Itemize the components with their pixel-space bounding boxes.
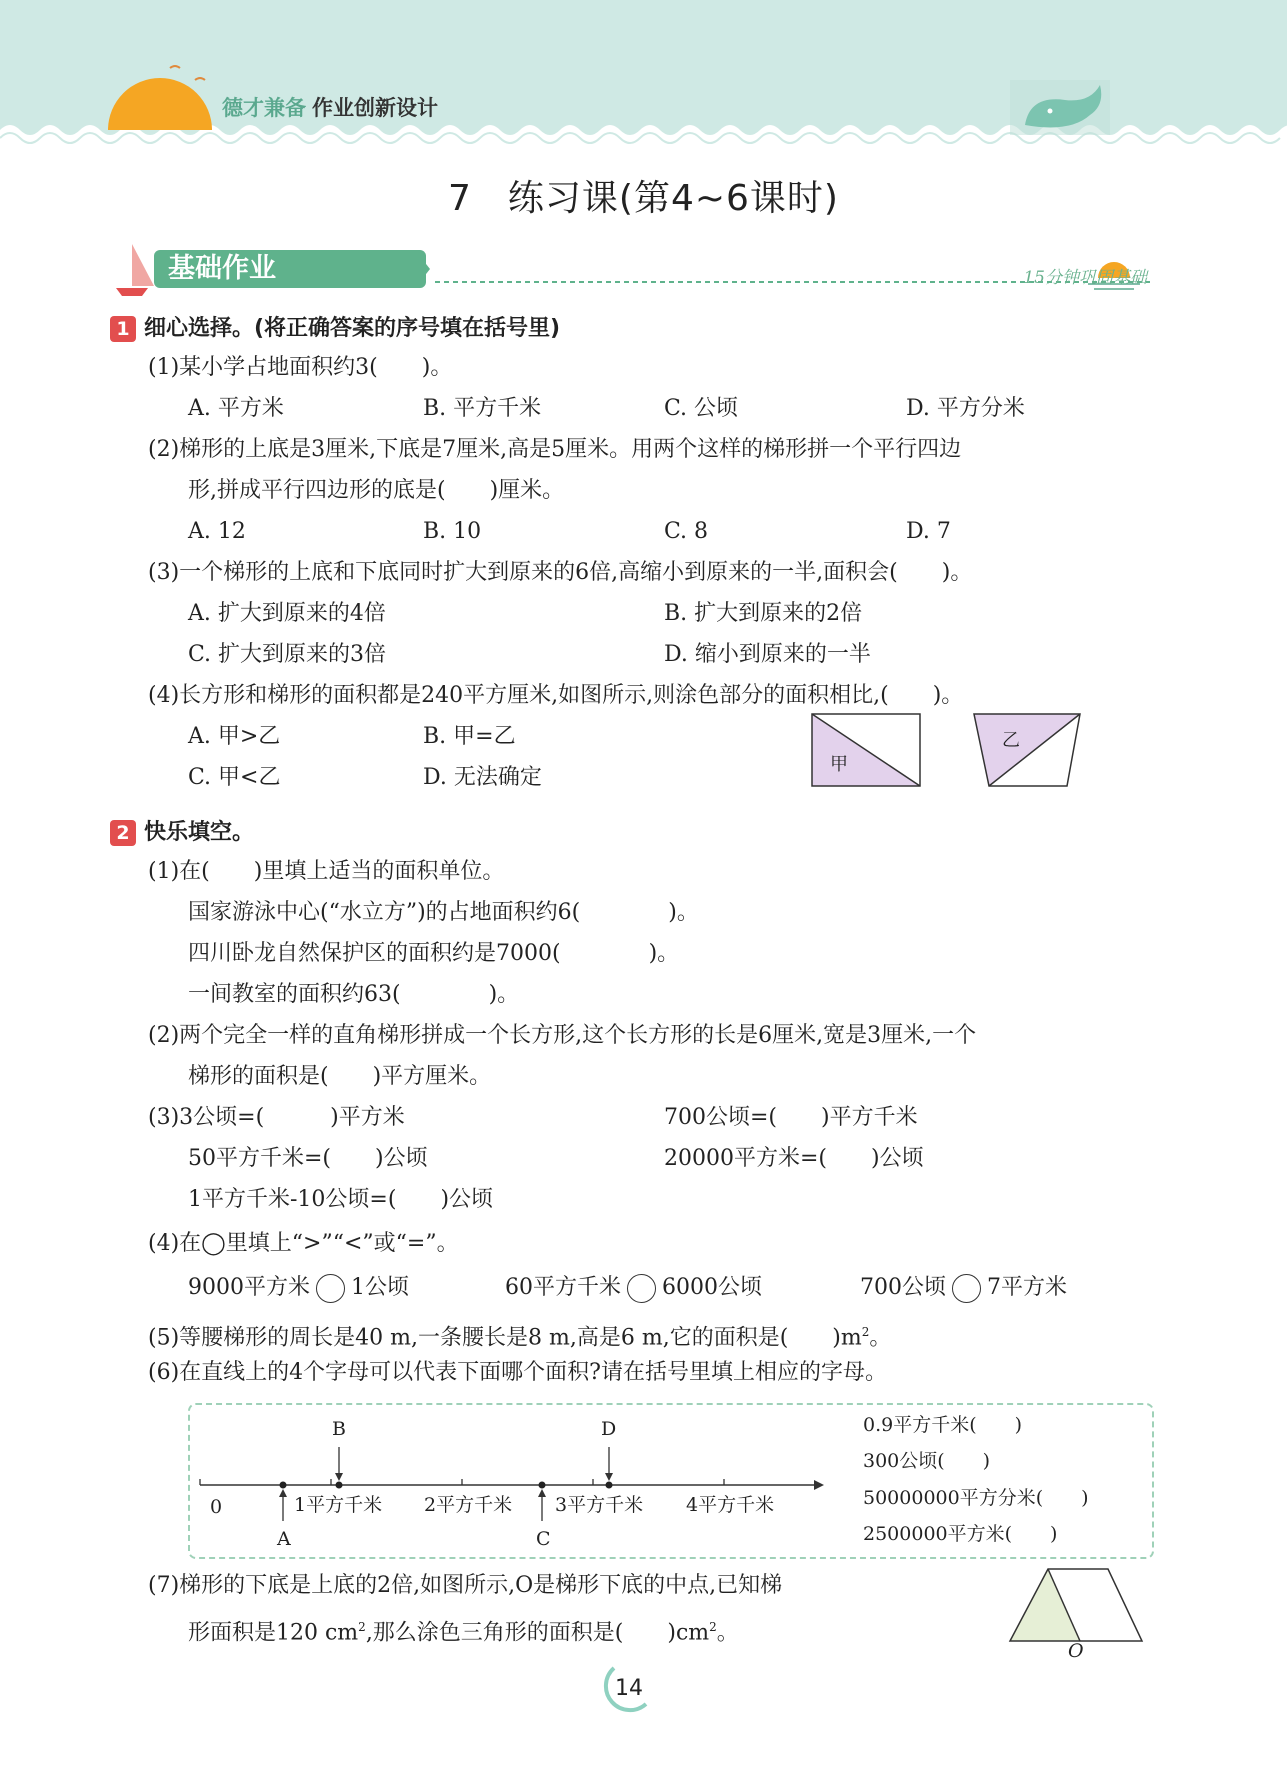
q1-p4-option-d: D. 无法确定: [423, 765, 542, 790]
q1-heading-text: 细心选择。(将正确答案的序号填在括号里): [144, 316, 561, 341]
q2-p1-line-2: 四川卧龙自然保护区的面积约是7000( )。: [188, 941, 680, 966]
q2-p3-a: (3)3公顷=( )平方米: [148, 1105, 405, 1130]
brand: [222, 92, 438, 122]
point-c: [539, 1482, 546, 1489]
brand-dark: 作业创新设计: [312, 96, 438, 120]
q2-p2-stem-2: 梯形的面积是( )平方厘米。: [188, 1064, 492, 1089]
q2-p6-item-2: 300公顷( ): [863, 1450, 991, 1472]
q2-p2-stem-1: (2)两个完全一样的直角梯形拼成一个长方形,这个长方形的长是6厘米,宽是3厘米,一个: [148, 1023, 977, 1048]
q2-badge: 2: [110, 820, 136, 846]
q1-badge: 1: [110, 316, 136, 342]
q2-p3-c: 50平方千米=( )公顷: [188, 1146, 428, 1171]
point-b: [336, 1482, 343, 1489]
q2-p3-e: 1平方千米-10公顷=( )公顷: [188, 1187, 494, 1212]
letter-c: C: [536, 1528, 551, 1550]
q2-p5-sup: 2: [861, 1325, 870, 1339]
q2-p7-end: 。: [716, 1620, 739, 1646]
compare-circle-b[interactable]: [627, 1274, 656, 1303]
q2-p4-compare-b: [505, 1272, 762, 1304]
q2-p3-b: 700公顷=( )平方千米: [664, 1105, 918, 1130]
q1-p4-option-c: C. 甲<乙: [188, 765, 281, 790]
q2-p6-item-3: 50000000平方分米( ): [863, 1487, 1089, 1509]
q2-p7-text-a: 形面积是120 cm: [188, 1620, 359, 1646]
q1-p4-option-b: B. 甲=乙: [423, 724, 516, 749]
whale-icon: [1010, 75, 1120, 135]
letter-a: A: [277, 1528, 291, 1550]
compare-b-right: 6000公顷: [662, 1275, 762, 1300]
compare-circle-c[interactable]: [952, 1274, 981, 1303]
q1-p2-option-d: D. 7: [906, 519, 951, 544]
q2-p6-item-1: 0.9平方千米( ): [863, 1414, 1023, 1436]
q1-p2-stem-1: (2)梯形的上底是3厘米,下底是7厘米,高是5厘米。用两个这样的梯形拼一个平行四边: [148, 437, 962, 462]
q2-p6-stem: (6)在直线上的4个字母可以代表下面哪个面积?请在括号里填上相应的字母。: [148, 1360, 887, 1385]
point-d: [606, 1482, 613, 1489]
title-text: 练习课(第4~6课时): [507, 178, 839, 219]
q1-heading: [110, 311, 560, 342]
q1-p2-stem-2: 形,拼成平行四边形的底是( )厘米。: [188, 478, 565, 503]
compare-a-right: 1公顷: [351, 1275, 409, 1300]
compare-c-left: 700公顷: [860, 1275, 946, 1300]
number-line-arrow: [814, 1480, 824, 1490]
q2-p7-sup-b: 2: [709, 1620, 717, 1634]
q1-p1-stem: (1)某小学占地面积约3( )。: [148, 355, 453, 380]
q1-p1-option-c: C. 公顷: [664, 396, 739, 421]
tick-label-2: 2平方千米: [424, 1494, 513, 1516]
q2-p5-text: (5)等腰梯形的周长是40 m,一条腰长是8 m,高是6 m,它的面积是( )m: [148, 1325, 862, 1351]
page-number: 14: [615, 1676, 643, 1701]
q2-p4-compare-a: [188, 1272, 409, 1304]
q2-p5-stem: [148, 1316, 891, 1354]
letter-d: D: [601, 1418, 617, 1440]
q2-p3-d: 20000平方米=( )公顷: [664, 1146, 924, 1171]
sun-icon: [100, 60, 220, 130]
q2-p5-end: 。: [869, 1325, 892, 1351]
q2-p7-text-b: ,那么涂色三角形的面积是( )cm: [365, 1620, 710, 1646]
trapezoid-triangle-figure: [1006, 1565, 1146, 1645]
q1-p3-option-a: A. 扩大到原来的4倍: [188, 601, 386, 626]
title-number: 7: [448, 178, 472, 219]
q1-p2-option-a: A. 12: [188, 519, 246, 544]
tick-label-1: 1平方千米: [294, 1494, 383, 1516]
section-label: 基础作业: [168, 253, 276, 284]
q2-p6-item-4: 2500000平方米( ): [863, 1523, 1058, 1545]
label-yi: 乙: [1002, 730, 1020, 751]
q1-p1-option-a: A. 平方米: [188, 396, 284, 421]
label-o: O: [1068, 1640, 1084, 1662]
compare-circle-a[interactable]: [316, 1274, 345, 1303]
compare-b-left: 60平方千米: [505, 1275, 621, 1300]
q1-p3-option-b: B. 扩大到原来的2倍: [664, 601, 863, 626]
rectangle-figure: [810, 712, 925, 788]
q1-p4-stem: (4)长方形和梯形的面积都是240平方厘米,如图所示,则涂色部分的面积相比,( )。: [148, 683, 964, 708]
compare-a-left: 9000平方米: [188, 1275, 310, 1300]
number-line: [188, 1403, 838, 1555]
q1-p2-option-b: B. 10: [423, 519, 482, 544]
q2-p1-line-1: 国家游泳中心(“水立方”)的占地面积约6( )。: [188, 900, 699, 925]
q2-p1-line-3: 一间教室的面积约63( )。: [188, 982, 520, 1007]
tick-label-0: 0: [210, 1496, 223, 1518]
tick-label-3: 3平方千米: [555, 1494, 644, 1516]
q1-p4-option-a: A. 甲>乙: [188, 724, 281, 749]
page-title: [0, 170, 1287, 221]
q1-p2-option-c: C. 8: [664, 519, 709, 544]
q1-p1-option-b: B. 平方千米: [423, 396, 542, 421]
q1-p3-stem: (3)一个梯形的上底和下底同时扩大到原来的6倍,高缩小到原来的一半,面积会( )。: [148, 560, 973, 585]
q1-p1-option-d: D. 平方分米: [906, 396, 1025, 421]
section-note: 15分钟巩固基础: [1023, 268, 1147, 288]
trapezoid-figure: [972, 712, 1088, 788]
brand-green: 德才兼备: [222, 96, 306, 120]
q1-p3-option-d: D. 缩小到原来的一半: [664, 642, 871, 667]
q2-p4-stem: (4)在◯里填上“>”“<”或“=”。: [148, 1231, 459, 1256]
q2-p7-sup-a: 2: [358, 1620, 366, 1634]
q2-heading-text: 快乐填空。: [144, 820, 255, 845]
q2-p4-compare-c: [860, 1272, 1067, 1304]
compare-c-right: 7平方米: [987, 1275, 1067, 1300]
q2-p1-stem: (1)在( )里填上适当的面积单位。: [148, 859, 505, 884]
q1-p3-option-c: C. 扩大到原来的3倍: [188, 642, 387, 667]
tick-label-4: 4平方千米: [686, 1494, 775, 1516]
q2-heading: [110, 815, 254, 846]
q2-p7-stem-1: (7)梯形的下底是上底的2倍,如图所示,O是梯形下底的中点,已知梯: [148, 1573, 783, 1598]
label-jia: 甲: [830, 754, 848, 775]
point-a: [280, 1482, 287, 1489]
q2-p7-stem-2: [188, 1611, 739, 1649]
letter-b: B: [332, 1418, 346, 1440]
